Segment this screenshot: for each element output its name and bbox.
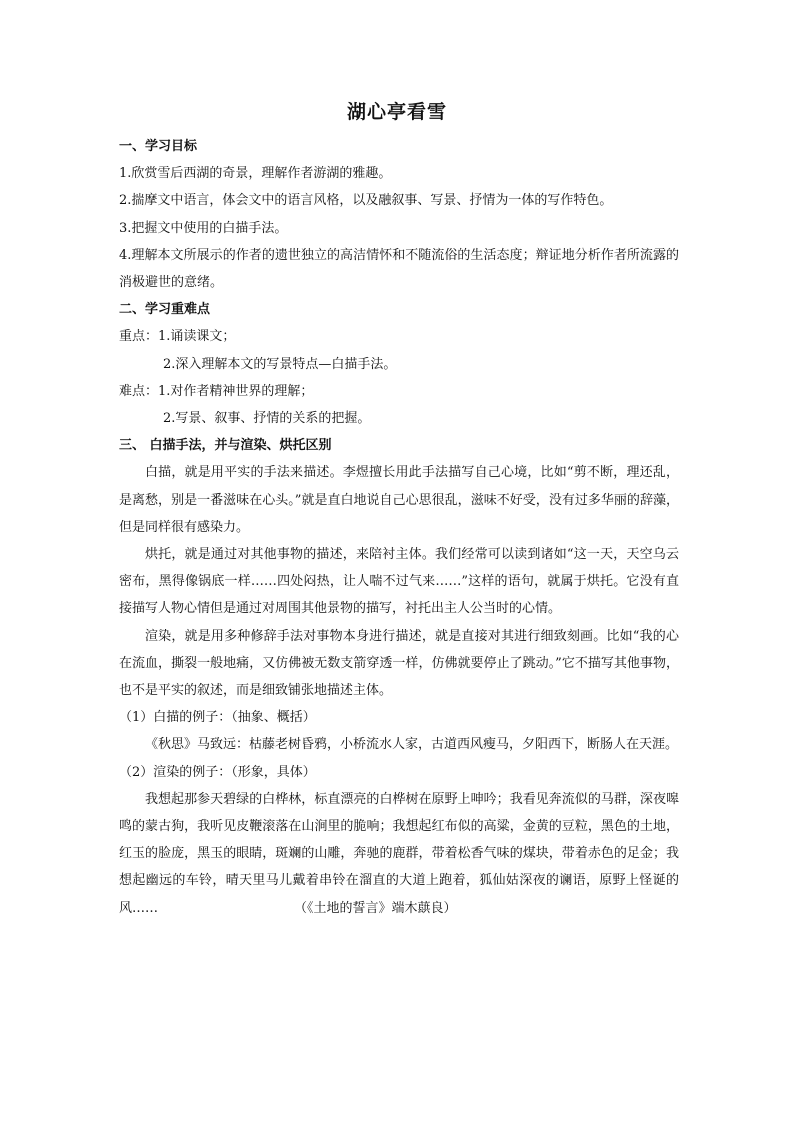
key-point-1: 重点：1.诵读课文； (119, 329, 236, 345)
goal-item-4: 4.理解本文所展示的作者的遗世独立的高洁情怀和不随流俗的生活态度；辩证地分析作者所流露的消极避世的意绪。 (119, 247, 679, 291)
example-2-label: （2）渲染的例子：（形象，具体） (119, 764, 316, 780)
difficulty-1: 难点：1.对作者精神世界的理解； (119, 383, 314, 399)
paragraph-baimiao: 白描，就是用平实的手法来描述。李煜擅长用此手法描写自己心境，比如“剪不断，理还乱，是离愁，别是一番滋味在心头。”就是直白地说自己心思很乱，滋味不好受，没有过多华丽的辞藻，但是同样很有感染力。 (119, 465, 679, 535)
goal-item-3: 3.把握文中使用的白描手法。 (119, 220, 288, 236)
example-2-text: 我想起那参天碧绿的白桦林，标直漂亮的白桦树在原野上呻吟；我看见奔流似的马群，深夜嗥鸣的蒙古狗，我听见皮鞭滚落在山涧里的脆响；我想起红布似的高粱，金黄的豆粒，黑色的土地，红玉的脸庞，黑玉的眼睛，斑斓的山雕，奔驰的鹿群，带着松香气味的煤块，带着赤色的足金；我想起幽远的车铃，晴天里马儿戴着串铃在溜直的大道上跑着，狐仙姑深夜的谰语，原野上怪诞的风…… (119, 791, 679, 916)
section-heading-goals: 一、学习目标 (119, 139, 198, 154)
example-1-text: 《秋思》马致远：枯藤老树昏鸦，小桥流水人家，古道西风瘦马，夕阳西下，断肠人在天涯。 (145, 737, 679, 753)
goal-item-1: 1.欣赏雪后西湖的奇景，理解作者游湖的雅趣。 (119, 166, 392, 182)
paragraph-hongtuo: 烘托，就是通过对其他事物的描述，来陪衬主体。我们经常可以读到诸如“这一天，天空乌云密布，黑得像锅底一样……四处闷热，让人喘不过气来……”这样的语句，就属于烘托。它没有直接描写人物心情但是通过对周围其他景物的描写，衬托出主人公当时的心情。 (119, 547, 679, 617)
difficulty-2: 2.写景、叙事、抒情的关系的把握。 (163, 411, 371, 427)
page-title: 湖心亭看雪 (346, 101, 447, 123)
example-2-paragraph (119, 786, 679, 922)
example-2-citation: （《土地的誓言》端木蕻良） (294, 900, 457, 916)
key-point-2: 2.深入理解本文的写景特点—白描手法。 (163, 356, 397, 372)
goal-item-2: 2.揣摩文中语言，体会文中的语言风格，以及融叙事、写景、抒情为一体的写作特色。 (119, 193, 613, 209)
section-heading-key-points: 二、学习重难点 (119, 302, 211, 318)
section-heading-techniques: 三、 白描手法，并与渲染、烘托区别 (119, 438, 332, 454)
document-body (119, 133, 679, 922)
paragraph-xuanran: 渲染，就是用多种修辞手法对事物本身进行描述，就是直接对其进行细致刻画。比如“我的心在流血，撕裂一般地痛，又仿佛被无数支箭穿透一样，仿佛就要停止了跳动。”它不描写其他事物，也不是平实的叙述，而是细致铺张地描述主体。 (119, 628, 679, 699)
example-1-label: （1）白描的例子：（抽象、概括） (119, 710, 316, 726)
